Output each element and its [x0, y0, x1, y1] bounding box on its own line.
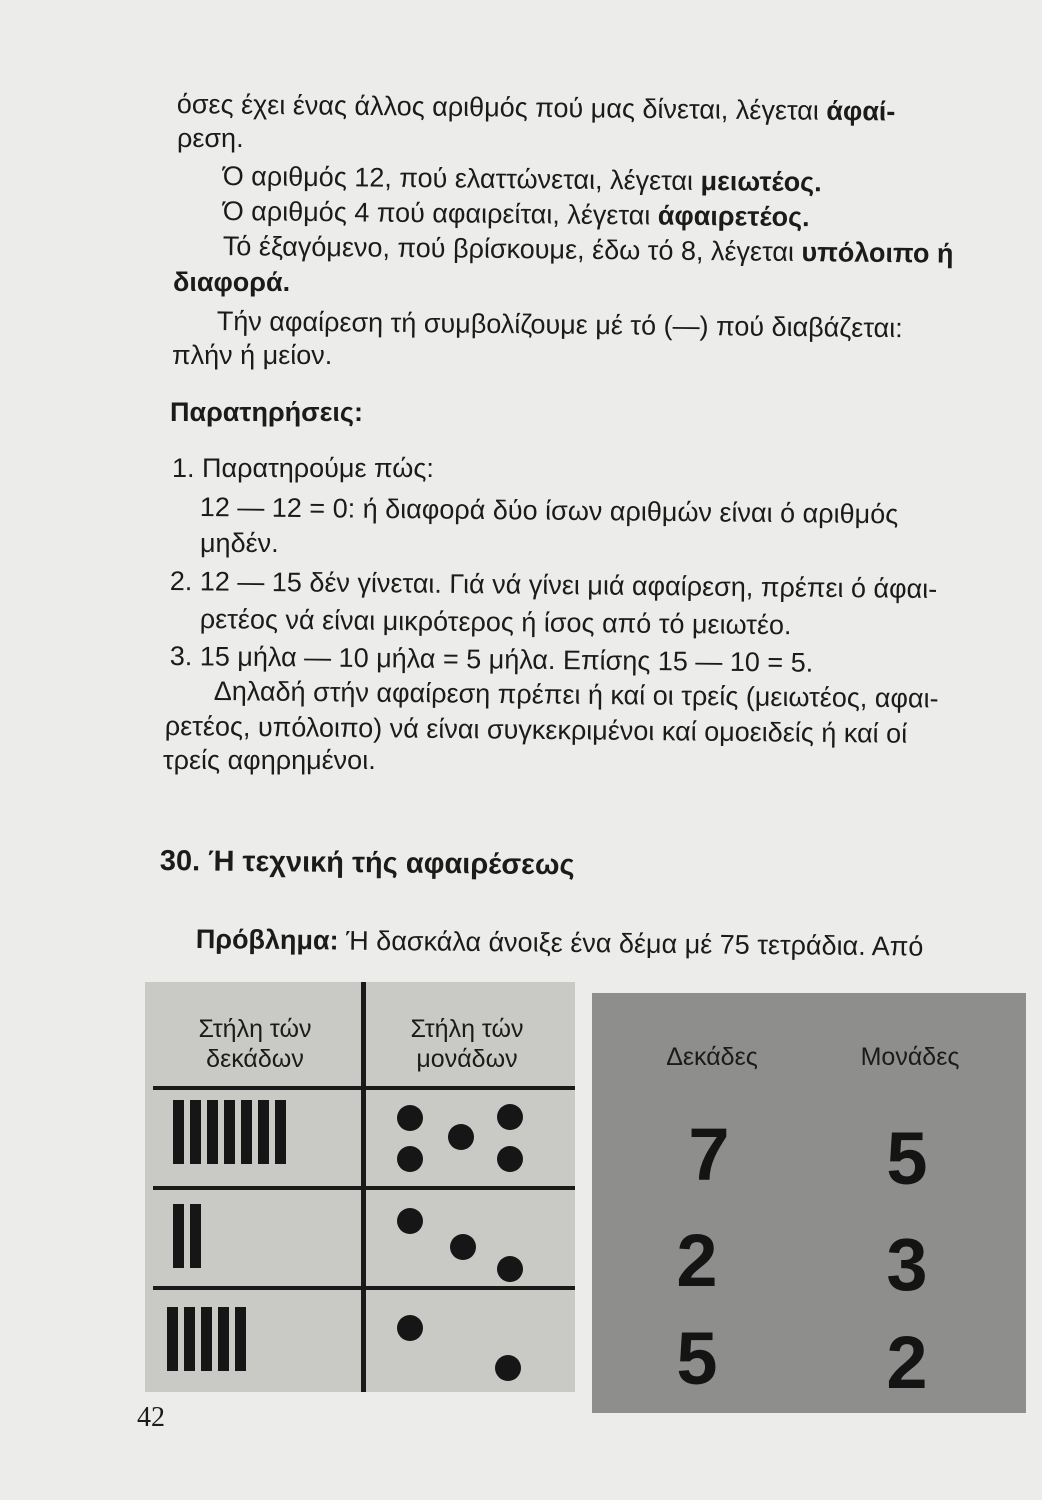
ten-bar	[190, 1100, 201, 1164]
body-text: ρεση.	[177, 123, 244, 153]
body-text: Ό αριθμός 4 πού αφαιρείται, λέγεται	[222, 195, 651, 231]
unit-dot	[397, 1208, 423, 1234]
observation-line: 12 — 12 = 0: ή διαφορά δύο ίσων αριθμών είναι ό αριθμός	[199, 491, 899, 530]
body-line-5	[223, 230, 954, 270]
ten-bar	[224, 1100, 235, 1164]
unit-dot	[397, 1315, 423, 1341]
header-line: Στήλη τών	[198, 1015, 312, 1043]
body-line-8	[172, 339, 332, 371]
tens-column-header	[155, 1014, 355, 1074]
unit-dot	[497, 1256, 523, 1282]
body-text: Τό έξαγόμενο, πού βρίσκουμε, έδω τό 8, λέγεται	[222, 230, 795, 267]
header-line: δεκάδων	[206, 1045, 304, 1073]
unit-dot	[397, 1146, 423, 1172]
ten-bar	[235, 1307, 246, 1371]
header-line: Στήλη τών	[410, 1015, 524, 1043]
row-divider	[153, 1086, 575, 1090]
ten-bar	[275, 1100, 286, 1164]
bold-term: διαφορά.	[173, 267, 291, 297]
observation-line: μηδέν.	[200, 528, 279, 558]
bold-term: άφαί-	[826, 95, 896, 127]
place-value-chart-left	[145, 982, 575, 1392]
observation-line: 3. 15 μήλα — 10 μήλα = 5 μήλα. Επίσης 15 — 10 = 5.	[169, 640, 814, 678]
observation-line: Δηλαδή στήν αφαίρεση πρέπει ή καί οι τρείς (μειωτέος, αφαι-	[213, 675, 939, 714]
units-header: Μονάδες	[860, 1043, 960, 1071]
observation-line: 1. Παρατηρούμε πώς:	[172, 453, 434, 483]
units-column-header	[367, 1014, 567, 1074]
tens-digit: 2	[676, 1219, 718, 1302]
observation-line: τρείς αφηρημένοι.	[163, 745, 376, 775]
problem-text: Ή δασκάλα άνοιξε ένα δέμα μέ 75 τετράδια. Από	[345, 925, 924, 962]
ten-bar	[258, 1100, 269, 1164]
body-line-3	[223, 160, 822, 198]
observation-line: ρετέος νά είναι μικρότερος ή ίσος από τό μειωτέο.	[199, 603, 792, 641]
unit-dot	[397, 1105, 423, 1131]
tens-bars-row-2	[173, 1204, 201, 1268]
observation-line: ρετέος, υπόλοιπο) νά είναι συγκεκριμένοι καί ομοειδείς ή καί οί	[164, 710, 908, 749]
body-text: Τήν αφαίρεση τή συμβολίζουμε μέ τό (—) πού διαβάζεται:	[216, 305, 903, 344]
unit-dot	[450, 1234, 476, 1260]
body-line-1	[177, 88, 896, 128]
unit-dot	[448, 1124, 474, 1150]
body-text: όσες έχει ένας άλλος αριθμός πού μας δίνεται, λέγεται	[176, 88, 820, 126]
section-title: 30. Ή τεχνική τής αφαιρέσεως	[159, 845, 575, 882]
tens-header: Δεκάδες	[666, 1043, 758, 1071]
ten-bar	[201, 1307, 212, 1371]
ten-bar	[173, 1204, 184, 1268]
tens-digit: 5	[676, 1317, 718, 1400]
tens-bars-row-1	[173, 1100, 286, 1164]
ten-bar	[167, 1307, 178, 1371]
row-divider	[153, 1186, 575, 1190]
observations-title: Παρατηρήσεις:	[170, 397, 363, 427]
row-divider	[153, 1286, 575, 1290]
unit-dot	[495, 1355, 521, 1381]
ten-bar	[190, 1204, 201, 1268]
ten-bar	[184, 1307, 195, 1371]
body-line-6	[173, 266, 290, 298]
units-digit: 5	[886, 1117, 928, 1200]
bold-term: μειωτέος.	[700, 166, 822, 198]
bold-term: άφαιρετέος.	[657, 200, 810, 233]
units-digit: 3	[886, 1223, 928, 1306]
problem-statement	[196, 923, 924, 963]
body-text: Ό αριθμός 12, πού ελαττώνεται, λέγεται	[222, 160, 694, 196]
unit-dot	[497, 1146, 523, 1172]
problem-label: Πρόβλημα:	[195, 923, 339, 956]
ten-bar	[218, 1307, 229, 1371]
unit-dot	[497, 1104, 523, 1130]
ten-bar	[207, 1100, 218, 1164]
place-value-chart-right	[592, 993, 1026, 1413]
body-line-2	[177, 122, 244, 154]
body-text: πλήν ή μείον.	[172, 340, 333, 370]
tens-bars-row-3	[167, 1307, 246, 1371]
observation-line: 2. 12 — 15 δέν γίνεται. Γιά νά γίνει μιά αφαίρεση, πρέπει ό άφαι-	[169, 565, 938, 605]
tens-digit: 7	[688, 1113, 730, 1196]
units-digit: 2	[886, 1321, 928, 1404]
bold-term: υπόλοιπο ή	[801, 237, 954, 269]
body-line-4	[223, 195, 810, 233]
page-number: 42	[137, 1402, 165, 1433]
header-line: μονάδων	[416, 1045, 518, 1073]
ten-bar	[241, 1100, 252, 1164]
ten-bar	[173, 1100, 184, 1164]
